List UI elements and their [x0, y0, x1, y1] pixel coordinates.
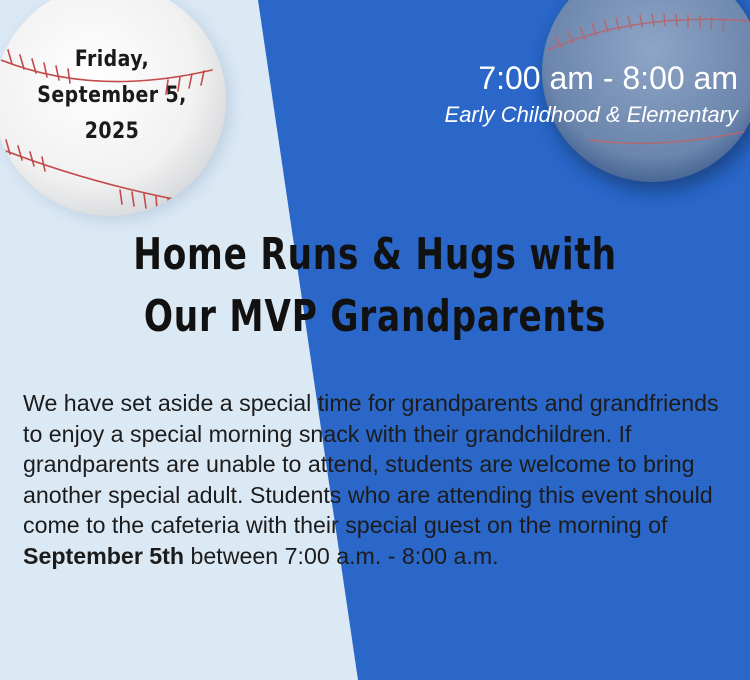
- event-headline: [83, 224, 668, 348]
- event-time-block: [445, 58, 738, 130]
- description-end: .: [492, 542, 499, 569]
- date-year: 2025: [84, 119, 140, 144]
- event-description: [23, 388, 743, 571]
- headline-line-2: Our MVP Grandparents: [143, 291, 607, 342]
- date-month-day: September 5,: [37, 83, 187, 108]
- description-between: between: [184, 542, 285, 569]
- description-main: We have set aside a special time for grandparents and grandfriends to enjoy a special morning snack with their grandchildren. If grandparents are unable to attend, students are welcome to bring another special adult. Students who are attending this event should come to the cafeteria with their special guest on the morning of: [23, 390, 719, 538]
- event-time-range: 7:00 am - 8:00 am: [478, 60, 738, 96]
- event-audience: Early Childhood & Elementary: [444, 102, 738, 127]
- event-date: [26, 42, 198, 150]
- date-weekday: Friday,: [74, 47, 150, 72]
- headline-line-1: Home Runs & Hugs with: [133, 229, 617, 280]
- description-time: 7:00 a.m. - 8:00 a.m: [284, 542, 493, 569]
- description-date: September 5th: [23, 542, 185, 569]
